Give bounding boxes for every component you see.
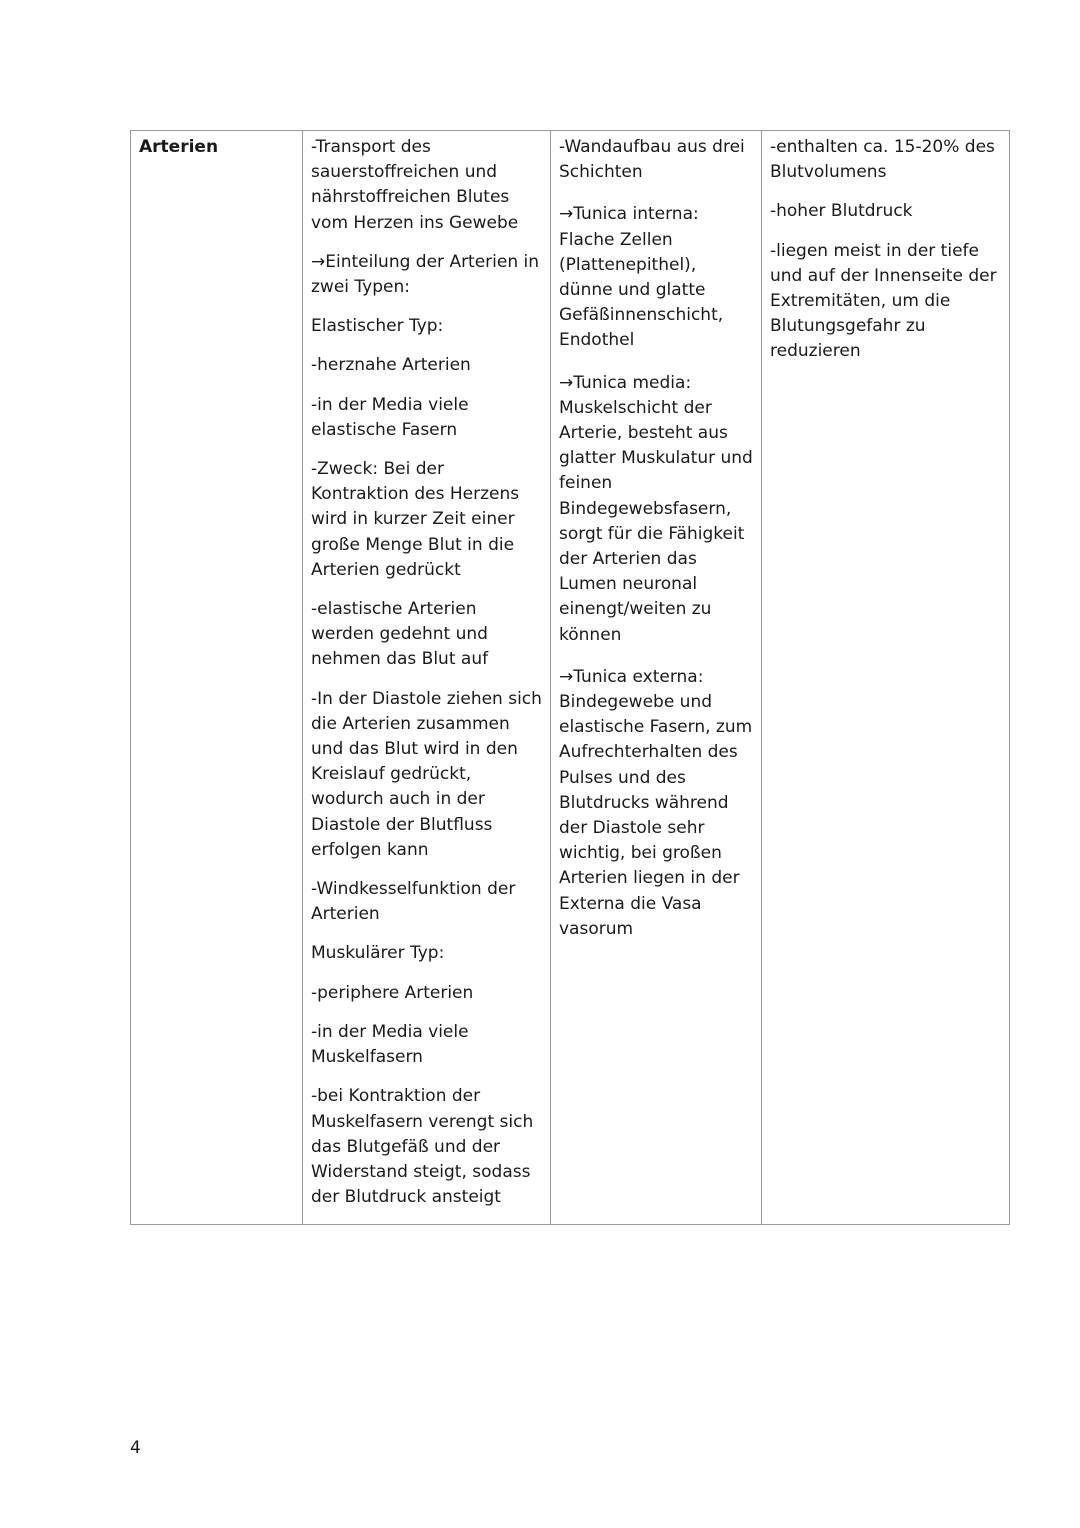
features-cell xyxy=(762,131,1010,1225)
page-number: 4 xyxy=(130,1438,141,1458)
features-paragraph: -hoher Blutdruck xyxy=(770,201,913,222)
function-paragraph: -elastische Arterien werden gedehnt und nehmen das Blut auf xyxy=(311,599,489,670)
structure-paragraph: →Tunica media: Muskelschicht der Arterie, besteht aus glatter Muskulatur und feinen Bindegewebsfasern, sorgt für die Fähigkeit der Arterien das Lumen neuronal einengt/weiten zu können xyxy=(559,372,753,645)
function-paragraph: -in der Media viele elastische Fasern xyxy=(311,394,469,440)
row-heading-cell xyxy=(131,131,303,1225)
function-paragraph: -herznahe Arterien xyxy=(311,355,471,376)
features-paragraph: -liegen meist in der tiefe und auf der Innenseite der Extremitäten, um die Blutungsgefahr zu reduzieren xyxy=(770,240,997,362)
features-paragraph: -enthalten ca. 15-20% des Blutvolumens xyxy=(770,137,995,183)
structure-cell xyxy=(551,131,762,1225)
function-paragraph: -Transport des sauerstoffreichen und nährstoffreichen Blutes vom Herzen ins Gewebe xyxy=(311,137,519,233)
function-paragraph: -Windkesselfunktion der Arterien xyxy=(311,879,516,925)
function-paragraph: -periphere Arterien xyxy=(311,982,474,1003)
structure-paragraph: -Wandaufbau aus drei Schichten xyxy=(559,137,745,183)
function-cell xyxy=(303,131,551,1225)
table-row xyxy=(131,131,1010,1225)
structure-paragraph: →Tunica externa: Bindegewebe und elastische Fasern, zum Aufrechterhalten des Pulses und des Blutdrucks während der Diastole sehr wichtig, bei großen Arterien liegen in der Externa die Vasa vasorum xyxy=(559,666,753,939)
function-paragraph: -Zweck: Bei der Kontraktion des Herzens wird in kurzer Zeit einer große Menge Blut in die Arterien gedrückt xyxy=(311,459,520,580)
function-paragraph: Elastischer Typ: xyxy=(311,316,444,337)
function-paragraph: -In der Diastole ziehen sich die Arterien zusammen und das Blut wird in den Kreislauf gedrückt, wodurch auch in der Diastole der Blutfluss erfolgen kann xyxy=(311,688,542,860)
function-paragraph: →Einteilung der Arterien in zwei Typen: xyxy=(311,251,540,298)
function-paragraph: -bei Kontraktion der Muskelfasern verengt sich das Blutgefäß und der Widerstand steigt, sodass der Blutdruck ansteigt xyxy=(311,1086,534,1208)
row-heading: Arterien xyxy=(139,137,219,157)
arteries-table xyxy=(130,130,1010,1225)
structure-paragraph: →Tunica interna: Flache Zellen (Plattenepithel), dünne und glatte Gefäßinnenschicht, Endothel xyxy=(559,204,724,351)
function-paragraph: -in der Media viele Muskelfasern xyxy=(311,1021,469,1068)
function-paragraph: Muskulärer Typ: xyxy=(311,943,445,964)
